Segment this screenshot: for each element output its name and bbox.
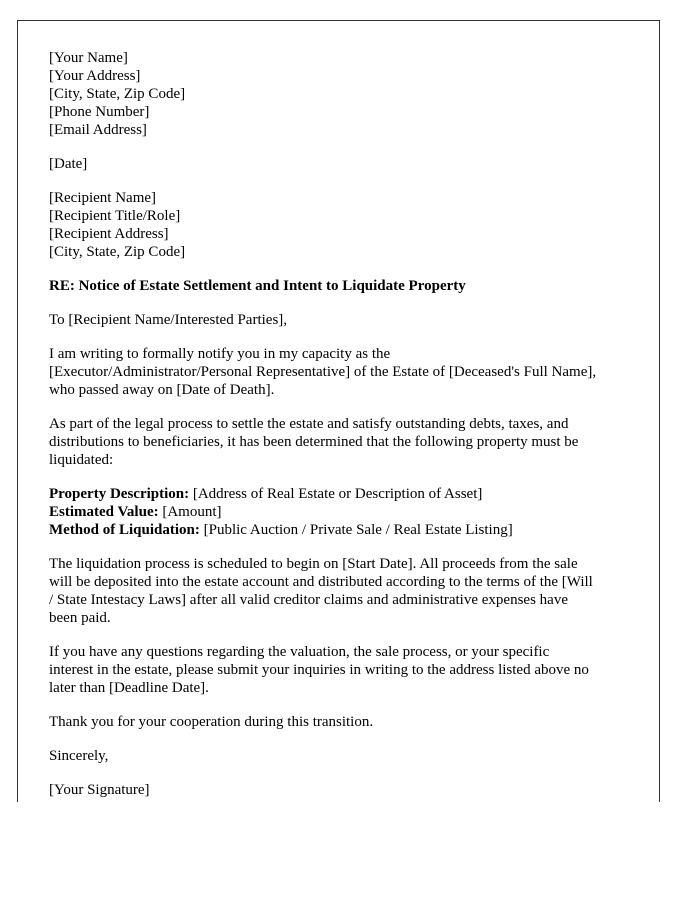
paragraph-line: who passed away on [Date of Death]. [49, 382, 275, 398]
signature-line: [Your Signature] [49, 782, 150, 798]
thanks-line: Thank you for your cooperation during this transition. [49, 714, 374, 730]
estimated-value-value: [Amount] [158, 504, 222, 520]
sender-city-state-zip: [City, State, Zip Code] [49, 86, 186, 102]
liquidation-method-label: Method of Liquidation: [49, 522, 200, 538]
paragraph-liquidation-intent [49, 415, 649, 469]
sender-phone: [Phone Number] [49, 104, 150, 120]
estimated-value-row [49, 503, 649, 521]
liquidation-method-row [49, 521, 649, 539]
paragraph-line: I am writing to formally notify you in my capacity as the [49, 346, 391, 362]
paragraph-questions [49, 643, 649, 697]
letter-date: [Date] [49, 156, 88, 172]
estimated-value-label: Estimated Value: [49, 504, 159, 520]
paragraph-line: If you have any questions regarding the valuation, the sale process, or your specific [49, 644, 550, 660]
paragraph-line: [Executor/Administrator/Personal Representative] of the Estate of [Deceased's Full Name], [49, 364, 597, 380]
sender-name: [Your Name] [49, 50, 128, 66]
paragraph-line: liquidated: [49, 452, 114, 468]
paragraph-line: interest in the estate, please submit your inquiries in writing to the address listed above no [49, 662, 589, 678]
letter-page [17, 20, 660, 802]
sender-email: [Email Address] [49, 122, 147, 138]
recipient-city-state-zip: [City, State, Zip Code] [49, 244, 186, 260]
property-description-row [49, 485, 649, 503]
paragraph-process [49, 555, 649, 627]
paragraph-line: distributions to beneficiaries, it has been determined that the following property must be [49, 434, 579, 450]
paragraph-line: The liquidation process is scheduled to begin on [Start Date]. All proceeds from the sale [49, 556, 578, 572]
paragraph-notification [49, 345, 649, 399]
property-description-label: Property Description: [49, 486, 190, 502]
paragraph-line: / State Intestacy Laws] after all valid creditor claims and administrative expenses have [49, 592, 568, 608]
letter-body [49, 49, 649, 799]
liquidation-method-value: [Public Auction / Private Sale / Real Estate Listing] [199, 522, 513, 538]
recipient-address: [Recipient Address] [49, 226, 169, 242]
sender-address: [Your Address] [49, 68, 141, 84]
paragraph-line: will be deposited into the estate account and distributed according to the terms of the [Will [49, 574, 593, 590]
paragraph-line: later than [Deadline Date]. [49, 680, 209, 696]
paragraph-line: been paid. [49, 610, 111, 626]
recipient-block [49, 189, 649, 261]
property-details [49, 485, 649, 539]
recipient-name: [Recipient Name] [49, 190, 157, 206]
sender-block [49, 49, 649, 139]
closing-line: Sincerely, [49, 748, 109, 764]
property-description-value: [Address of Real Estate or Description of Asset] [189, 486, 483, 502]
salutation: To [Recipient Name/Interested Parties], [49, 312, 288, 328]
date-block [49, 155, 649, 173]
subject-line: RE: Notice of Estate Settlement and Intent to Liquidate Property [49, 278, 466, 294]
recipient-title-role: [Recipient Title/Role] [49, 208, 181, 224]
paragraph-line: As part of the legal process to settle the estate and satisfy outstanding debts, taxes, and [49, 416, 569, 432]
